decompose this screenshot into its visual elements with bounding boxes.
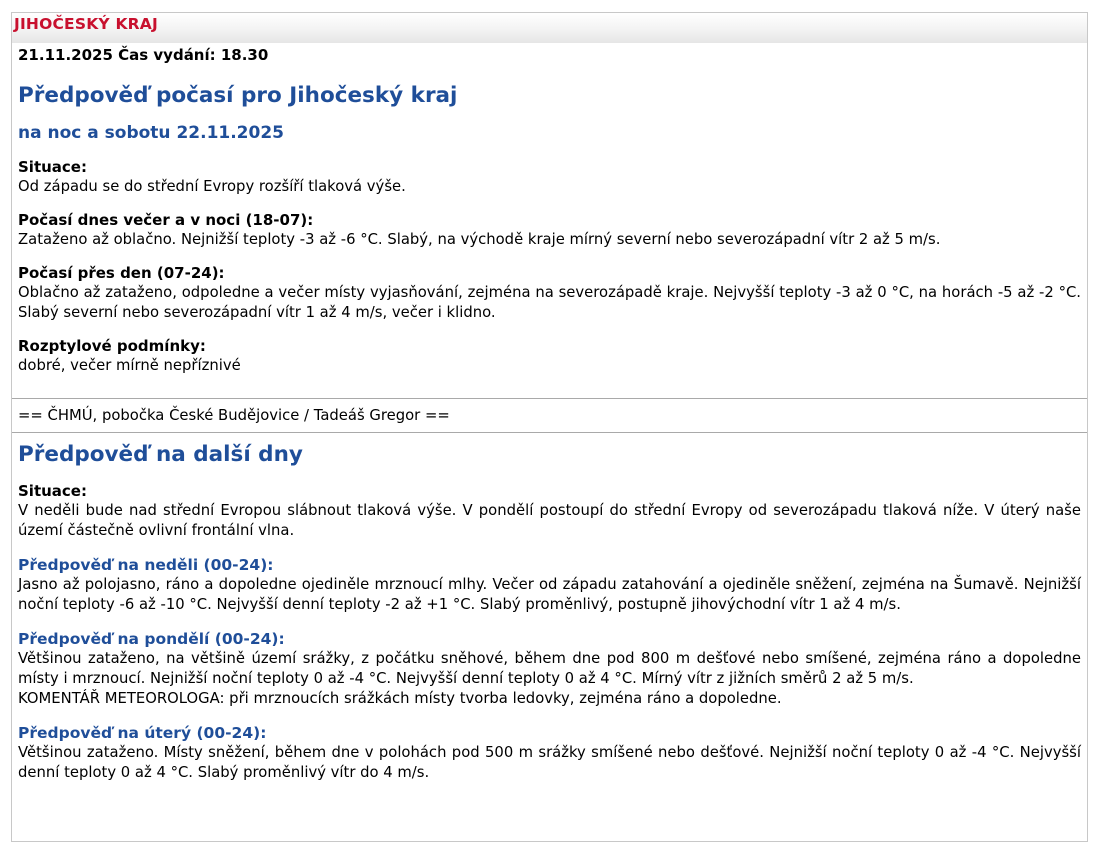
outlook-title: Předpověď na další dny (18, 442, 303, 467)
dispersion-section (18, 337, 1081, 376)
section-label: Situace: (18, 158, 87, 176)
section-label: Situace: (18, 482, 87, 500)
forecast-content (12, 46, 1087, 783)
day-text: Většinou zataženo. Místy sněžení, během dne v polohách pod 500 m srážky smíšené nebo dešťové. Nejnižší noční teploty 0 až -4 °C. Nejvyšší denní teploty 0 až 4 °C. Slabý proměnlivý vítr do 4 m/s. (18, 744, 1081, 781)
section-label: Počasí dnes večer a v noci (18-07): (18, 211, 314, 229)
sunday-forecast (18, 555, 1081, 615)
situation-section (18, 158, 1081, 197)
signature: == ČHMÚ, pobočka České Budějovice / Tadeáš Gregor == (18, 407, 450, 424)
forecast-panel (11, 12, 1088, 842)
monday-forecast (18, 629, 1081, 709)
forecast-title: Předpověď počasí pro Jihočeský kraj (18, 83, 458, 108)
day-text: Jasno až polojasno, ráno a dopoledne ojediněle mrznoucí mlhy. Večer od západu zatahování a ojediněle sněžení, zejména na Šumavě. Nejnižší noční teploty -6 až -10 °C. Nejvyšší denní teploty -2 až +1 °C. Slabý proměnlivý, postupně jihovýchodní vítr 1 až 4 m/s. (18, 576, 1081, 613)
section-text: Oblačno až zataženo, odpoledne a večer místy vyjasňování, zejména na severozápadě kraje. Nejvyšší teploty -3 až 0 °C, na horách -5 až -2 °C. Slabý severní nebo severozápadní vítr 1 až 4 m/s, večer i klidno. (18, 284, 1081, 321)
divider (12, 432, 1087, 433)
day-label: Předpověď na neděli (00-24): (18, 556, 274, 574)
header-bar (12, 13, 1087, 43)
forecast-subtitle: na noc a sobotu 22.11.2025 (18, 123, 284, 143)
region-title: JIHOČESKÝ KRAJ (14, 15, 158, 33)
section-label: Počasí přes den (07-24): (18, 264, 225, 282)
day-label: Předpověď na pondělí (00-24): (18, 630, 285, 648)
day-text: Většinou zataženo, na většině území srážky, z počátku sněhové, během dne pod 800 m dešťové nebo smíšené, zejména ráno a dopoledne místy i mrznoucí. Nejnižší noční teploty 0 až -4 °C. Nejvyšší denní teploty 0 až 4 °C. Mírný vítr z jižních směrů 2 až 5 m/s. (18, 650, 1081, 687)
tonight-section (18, 211, 1081, 250)
section-text: Od západu se do střední Evropy rozšíří tlaková výše. (18, 178, 406, 195)
tuesday-forecast (18, 723, 1081, 783)
section-text: dobré, večer mírně nepříznivé (18, 357, 241, 374)
meteorologist-comment: KOMENTÁŘ METEOROLOGA: při mrznoucích srážkách místy tvorba ledovky, zejména ráno a dopoledne. (18, 690, 782, 707)
daytime-section (18, 264, 1081, 323)
section-text: Zataženo až oblačno. Nejnižší teploty -3 až -6 °C. Slabý, na východě kraje mírný severní nebo severozápadní vítr 2 až 5 m/s. (18, 231, 941, 248)
section-text: V neděli bude nad střední Evropou slábnout tlaková výše. V pondělí postoupí do střední Evropy od severozápadu tlaková níže. V úterý naše území částečně ovlivní frontální vlna. (18, 502, 1081, 539)
section-label: Rozptylové podmínky: (18, 337, 206, 355)
day-label: Předpověď na úterý (00-24): (18, 724, 267, 742)
issue-time: 21.11.2025 Čas vydání: 18.30 (18, 46, 269, 64)
outlook-situation-section (18, 482, 1081, 541)
